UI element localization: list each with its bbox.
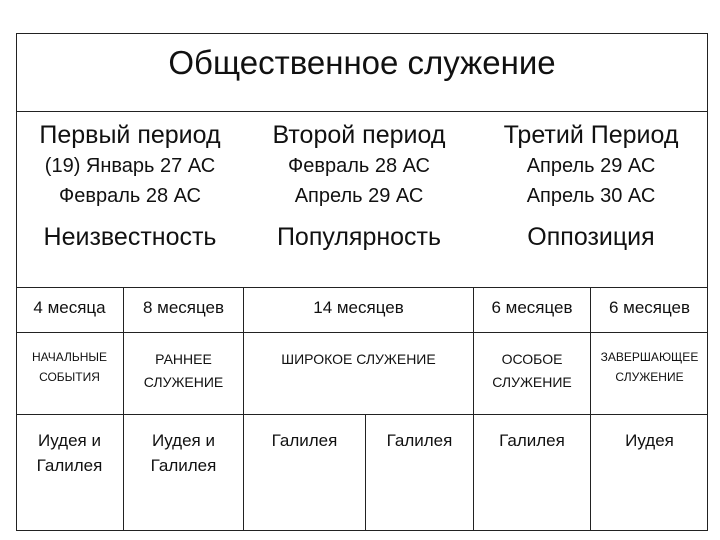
table-title: Общественное служение <box>168 44 556 81</box>
region-6: Иудея <box>625 431 674 450</box>
divider-title <box>16 111 708 112</box>
region-3: Галилея <box>271 431 338 450</box>
period-2-dates-start: Февраль 28 АС <box>288 155 430 177</box>
stage-1-line-2: СОБЫТИЯ <box>39 370 100 384</box>
stage-3-line-1: ШИРОКОЕ СЛУЖЕНИЕ <box>281 351 436 367</box>
period-1-phase: Неизвестность <box>43 223 217 251</box>
region-5: Галилея <box>499 431 565 450</box>
stage-2-line-2: СЛУЖЕНИЕ <box>143 374 224 390</box>
divider-col-1 <box>123 287 124 531</box>
stage-4-line-1: ОСОБОЕ <box>501 351 563 367</box>
period-2-phase: Популярность <box>276 223 442 251</box>
duration-1: 4 месяца <box>33 298 106 317</box>
stage-5-line-1: ЗАВЕРШАЮЩЕЕ <box>600 350 699 364</box>
period-3-name: Третий Период <box>503 121 679 149</box>
period-3-dates-start: Апрель 29 АС <box>526 155 656 177</box>
region-2-line-1: Иудея и <box>152 431 215 450</box>
region-1-line-2: Галилея <box>36 456 103 475</box>
stage-4-line-2: СЛУЖЕНИЕ <box>492 374 572 390</box>
stage-5-line-2: СЛУЖЕНИЕ <box>615 370 684 384</box>
divider-col-2 <box>243 287 244 531</box>
region-2-line-2: Галилея <box>150 456 217 475</box>
period-1-dates-start: (19) Январь 27 АС <box>44 155 216 177</box>
duration-4: 6 месяцев <box>491 298 573 317</box>
divider-col-5 <box>590 287 591 531</box>
period-2-dates-end: Апрель 29 АС <box>294 185 424 207</box>
period-3-phase: Оппозиция <box>527 223 655 251</box>
duration-5: 6 месяцев <box>608 298 691 317</box>
divider-periods <box>16 287 708 288</box>
stage-2-line-1: РАННЕЕ <box>155 351 212 367</box>
period-1-dates-end: Февраль 28 АС <box>59 185 201 207</box>
region-1-line-1: Иудея и <box>38 431 101 450</box>
duration-3: 14 месяцев <box>313 298 404 317</box>
region-4: Галилея <box>386 431 453 450</box>
period-3-dates-end: Апрель 30 АС <box>526 185 656 207</box>
stage-1-line-1: НАЧАЛЬНЫЕ <box>31 350 108 364</box>
period-2-name: Второй период <box>272 121 446 149</box>
divider-col-4 <box>473 287 474 531</box>
divider-stages <box>16 414 708 415</box>
period-1-name: Первый период <box>39 121 221 149</box>
divider-durations <box>16 332 708 333</box>
duration-2: 8 месяцев <box>142 298 225 317</box>
